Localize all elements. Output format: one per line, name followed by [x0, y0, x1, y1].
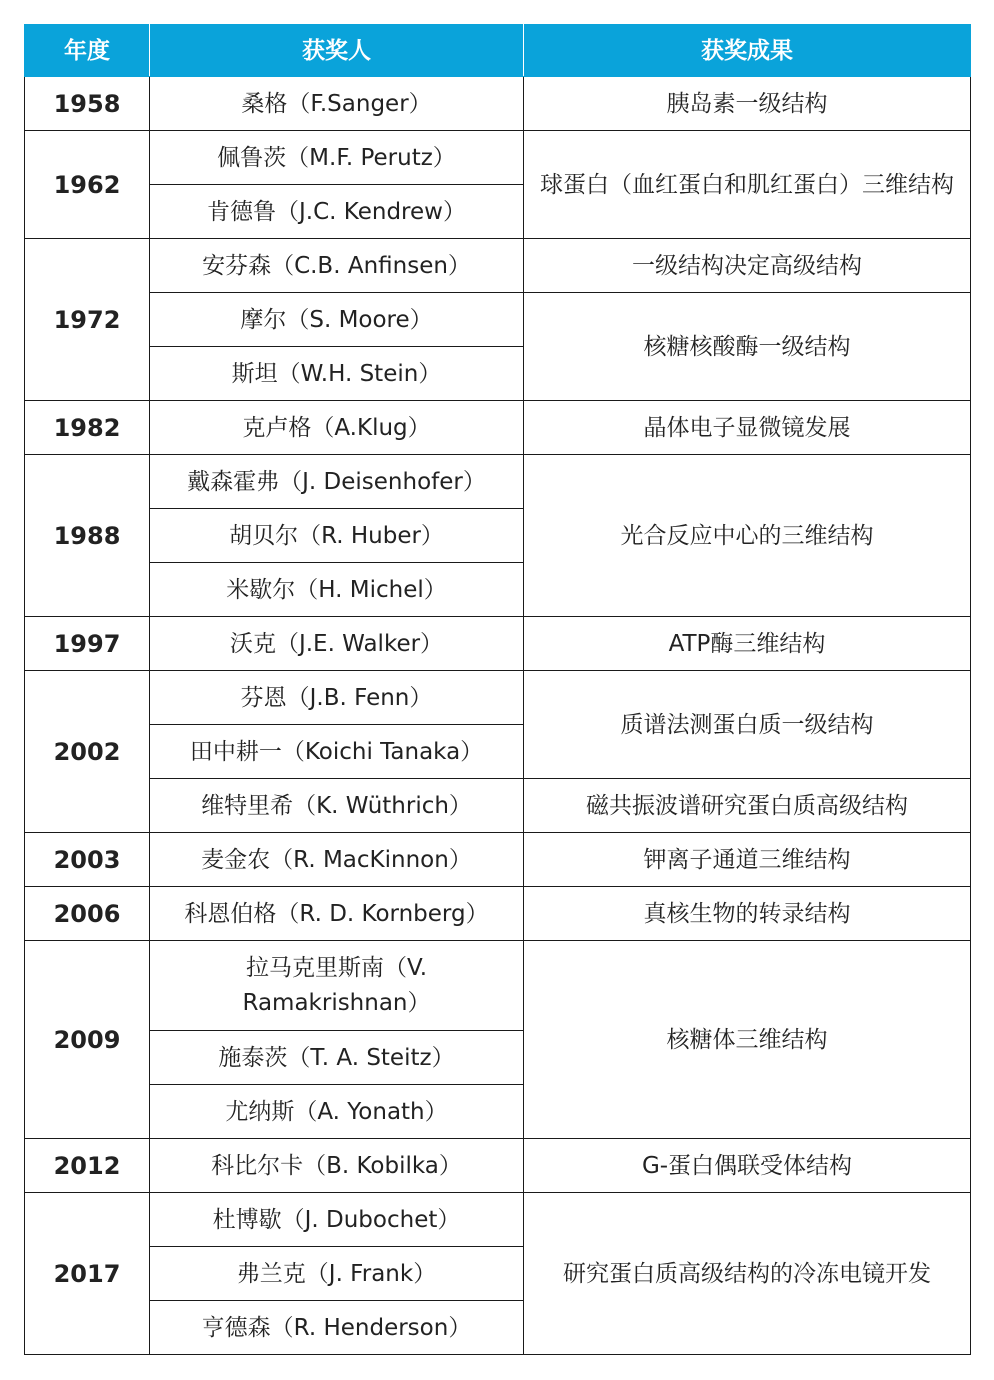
achievement-cell: 一级结构决定高级结构 — [524, 239, 971, 293]
laureate-cell: 科恩伯格（R. D. Kornberg） — [150, 887, 524, 941]
achievement-cell: 磁共振波谱研究蛋白质高级结构 — [524, 779, 971, 833]
table-row — [25, 779, 971, 833]
achievement-cell: ATP酶三维结构 — [524, 617, 971, 671]
year-cell: 1982 — [25, 401, 150, 455]
table-row — [25, 77, 971, 131]
laureate-cell: 麦金农（R. MacKinnon） — [150, 833, 524, 887]
laureate-cell: 沃克（J.E. Walker） — [150, 617, 524, 671]
year-cell: 1997 — [25, 617, 150, 671]
table-row — [25, 1139, 971, 1193]
achievement-cell: 真核生物的转录结构 — [524, 887, 971, 941]
achievement-cell: G-蛋白偶联受体结构 — [524, 1139, 971, 1193]
laureate-cell: 斯坦（W.H. Stein） — [150, 347, 524, 401]
achievement-cell: 钾离子通道三维结构 — [524, 833, 971, 887]
achievement-cell: 研究蛋白质高级结构的冷冻电镜开发 — [524, 1193, 971, 1355]
laureate-cell: 佩鲁茨（M.F. Perutz） — [150, 131, 524, 185]
laureate-cell: 肯德鲁（J.C. Kendrew） — [150, 185, 524, 239]
laureate-cell: 弗兰克（J. Frank） — [150, 1247, 524, 1301]
table-row — [25, 131, 971, 185]
laureate-cell: 克卢格（A.Klug） — [150, 401, 524, 455]
laureate-cell: 摩尔（S. Moore） — [150, 293, 524, 347]
nobel-protein-table — [24, 24, 971, 1355]
laureate-cell: 田中耕一（Koichi Tanaka） — [150, 725, 524, 779]
achievement-cell: 光合反应中心的三维结构 — [524, 455, 971, 617]
year-cell: 1958 — [25, 77, 150, 131]
laureate-cell: 维特里希（K. Wüthrich） — [150, 779, 524, 833]
table-row — [25, 455, 971, 509]
table-row — [25, 239, 971, 293]
table-row — [25, 1193, 971, 1247]
year-cell: 2003 — [25, 833, 150, 887]
laureate-cell: 米歇尔（H. Michel） — [150, 563, 524, 617]
laureate-cell: 杜博歇（J. Dubochet） — [150, 1193, 524, 1247]
header-row — [25, 25, 971, 77]
achievement-cell: 质谱法测蛋白质一级结构 — [524, 671, 971, 779]
laureate-cell: 亨德森（R. Henderson） — [150, 1301, 524, 1355]
year-cell: 2002 — [25, 671, 150, 833]
laureate-cell: 施泰茨（T. A. Steitz） — [150, 1031, 524, 1085]
table-row — [25, 617, 971, 671]
year-cell: 2012 — [25, 1139, 150, 1193]
year-cell: 2009 — [25, 941, 150, 1139]
laureate-cell: 科比尔卡（B. Kobilka） — [150, 1139, 524, 1193]
table-row — [25, 293, 971, 347]
laureate-cell: 胡贝尔（R. Huber） — [150, 509, 524, 563]
table-row — [25, 941, 971, 1031]
table-row — [25, 401, 971, 455]
laureate-cell: 芬恩（J.B. Fenn） — [150, 671, 524, 725]
achievement-cell: 球蛋白（血红蛋白和肌红蛋白）三维结构 — [524, 131, 971, 239]
table-row — [25, 887, 971, 941]
header-result: 获奖成果 — [524, 25, 971, 77]
achievement-cell: 核糖体三维结构 — [524, 941, 971, 1139]
laureate-cell: 戴森霍弗（J. Deisenhofer） — [150, 455, 524, 509]
table-row — [25, 671, 971, 725]
laureate-cell: 拉马克里斯南（V. Ramakrishnan） — [150, 941, 524, 1031]
year-cell: 1988 — [25, 455, 150, 617]
achievement-cell: 胰岛素一级结构 — [524, 77, 971, 131]
header-person: 获奖人 — [150, 25, 524, 77]
table-body — [25, 77, 971, 1355]
laureate-cell: 桑格（F.Sanger） — [150, 77, 524, 131]
table-header — [25, 25, 971, 77]
year-cell: 1962 — [25, 131, 150, 239]
achievement-cell: 核糖核酸酶一级结构 — [524, 293, 971, 401]
year-cell: 1972 — [25, 239, 150, 401]
header-year: 年度 — [25, 25, 150, 77]
laureate-cell: 尤纳斯（A. Yonath） — [150, 1085, 524, 1139]
year-cell: 2017 — [25, 1193, 150, 1355]
year-cell: 2006 — [25, 887, 150, 941]
laureate-cell: 安芬森（C.B. Anfinsen） — [150, 239, 524, 293]
table-row — [25, 833, 971, 887]
achievement-cell: 晶体电子显微镜发展 — [524, 401, 971, 455]
